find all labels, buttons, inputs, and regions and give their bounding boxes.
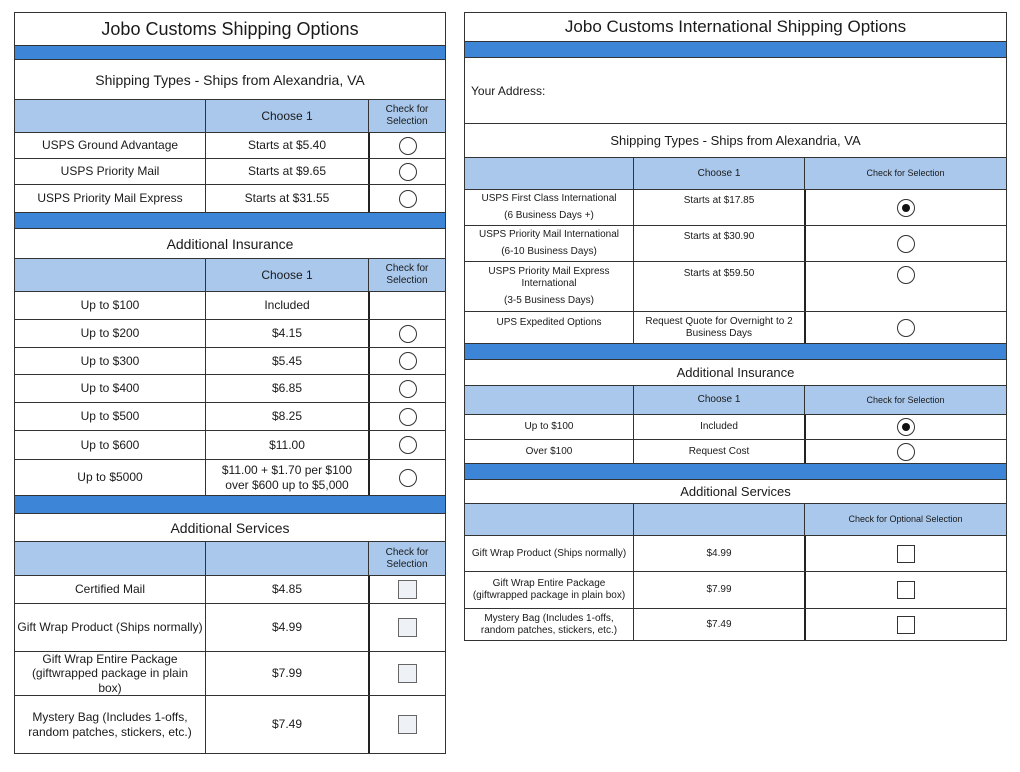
table-header: Choose 1 Check for Selection: [15, 99, 445, 132]
divider-bar: [465, 343, 1006, 359]
table-row: Mystery Bag (Includes 1-offs, random patches, stickers, etc.) $7.49: [15, 695, 445, 753]
checkbox[interactable]: [398, 618, 417, 637]
checkbox[interactable]: [398, 715, 417, 734]
radio-button[interactable]: [399, 325, 417, 343]
address-field[interactable]: Your Address:: [465, 57, 1006, 123]
table-row: Certified Mail $4.85: [15, 575, 445, 603]
checkbox[interactable]: [398, 664, 417, 683]
radio-button[interactable]: [399, 469, 417, 487]
table-header: Check for Optional Selection: [465, 503, 1006, 535]
table-row: USPS Priority Mail Express International (3-5 Business Days) Starts at $59.50: [465, 261, 1006, 311]
table-row: UPS Expedited Options Request Quote for Overnight to 2 Business Days: [465, 311, 1006, 343]
radio-button[interactable]: [399, 380, 417, 398]
checkbox[interactable]: [897, 545, 915, 563]
table-row: Mystery Bag (Includes 1-offs, random patches, stickers, etc.) $7.49: [465, 608, 1006, 640]
table-row: Up to $100 Included: [15, 291, 445, 319]
section-title-insurance: Additional Insurance: [15, 228, 445, 258]
table-header: Choose 1 Check for Selection: [465, 385, 1006, 414]
table-header: Choose 1 Check for Selection: [465, 157, 1006, 189]
divider-bar: [465, 41, 1006, 57]
radio-button[interactable]: [897, 319, 915, 337]
table-row: Gift Wrap Entire Package (giftwrapped package in plain box) $7.99: [15, 651, 445, 695]
section-title-services: Additional Services: [465, 479, 1006, 503]
section-title-shipping: Shipping Types - Ships from Alexandria, VA: [465, 123, 1006, 157]
table-row: Up to $400 $6.85: [15, 374, 445, 402]
table-row: USPS Ground Advantage Starts at $5.40: [15, 132, 445, 158]
form-title: Jobo Customs Shipping Options: [101, 18, 359, 39]
section-title-shipping: Shipping Types - Ships from Alexandria, VA: [15, 59, 445, 99]
table-row: Up to $100 Included: [465, 414, 1006, 439]
radio-button[interactable]: [399, 408, 417, 426]
table-row: USPS Priority Mail Starts at $9.65: [15, 158, 445, 184]
divider-bar: [15, 45, 445, 59]
radio-button[interactable]: [897, 266, 915, 284]
divider-bar: [465, 463, 1006, 479]
radio-button[interactable]: [399, 352, 417, 370]
table-row: Up to $200 $4.15: [15, 319, 445, 347]
checkbox[interactable]: [897, 581, 915, 599]
checkbox[interactable]: [897, 616, 915, 634]
table-row: USPS Priority Mail International (6-10 Business Days) Starts at $30.90: [465, 225, 1006, 261]
table-header: Check for Selection: [15, 541, 445, 575]
radio-button[interactable]: [399, 137, 417, 155]
table-row: USPS First Class International (6 Business Days +) Starts at $17.85: [465, 189, 1006, 225]
table-row: Up to $5000 $11.00 + $1.70 per $100 over $600 up to $5,000: [15, 459, 445, 495]
radio-button[interactable]: [399, 163, 417, 181]
table-row: Gift Wrap Product (Ships normally) $4.99: [15, 603, 445, 651]
radio-button[interactable]: [897, 235, 915, 253]
checkbox[interactable]: [398, 580, 417, 599]
table-row: Gift Wrap Entire Package (giftwrapped package in plain box) $7.99: [465, 571, 1006, 608]
table-header: Choose 1 Check for Selection: [15, 258, 445, 291]
table-row: Up to $600 $11.00: [15, 430, 445, 459]
table-row: Up to $500 $8.25: [15, 402, 445, 430]
divider-bar: [15, 212, 445, 228]
table-row: Up to $300 $5.45: [15, 347, 445, 374]
domestic-shipping-form: [14, 12, 446, 754]
radio-button[interactable]: [399, 190, 417, 208]
table-row: Over $100 Request Cost: [465, 439, 1006, 463]
radio-button[interactable]: [897, 443, 915, 461]
radio-button-selected[interactable]: [897, 199, 915, 217]
section-title-services: Additional Services: [15, 513, 445, 541]
form-title: Jobo Customs International Shipping Options: [564, 17, 907, 36]
radio-button-selected[interactable]: [897, 418, 915, 436]
section-title-insurance: Additional Insurance: [465, 359, 1006, 385]
international-shipping-form: [464, 12, 1007, 641]
table-row: Gift Wrap Product (Ships normally) $4.99: [465, 535, 1006, 571]
divider-bar: [15, 495, 445, 513]
radio-button[interactable]: [399, 436, 417, 454]
table-row: USPS Priority Mail Express Starts at $31.55: [15, 184, 445, 212]
